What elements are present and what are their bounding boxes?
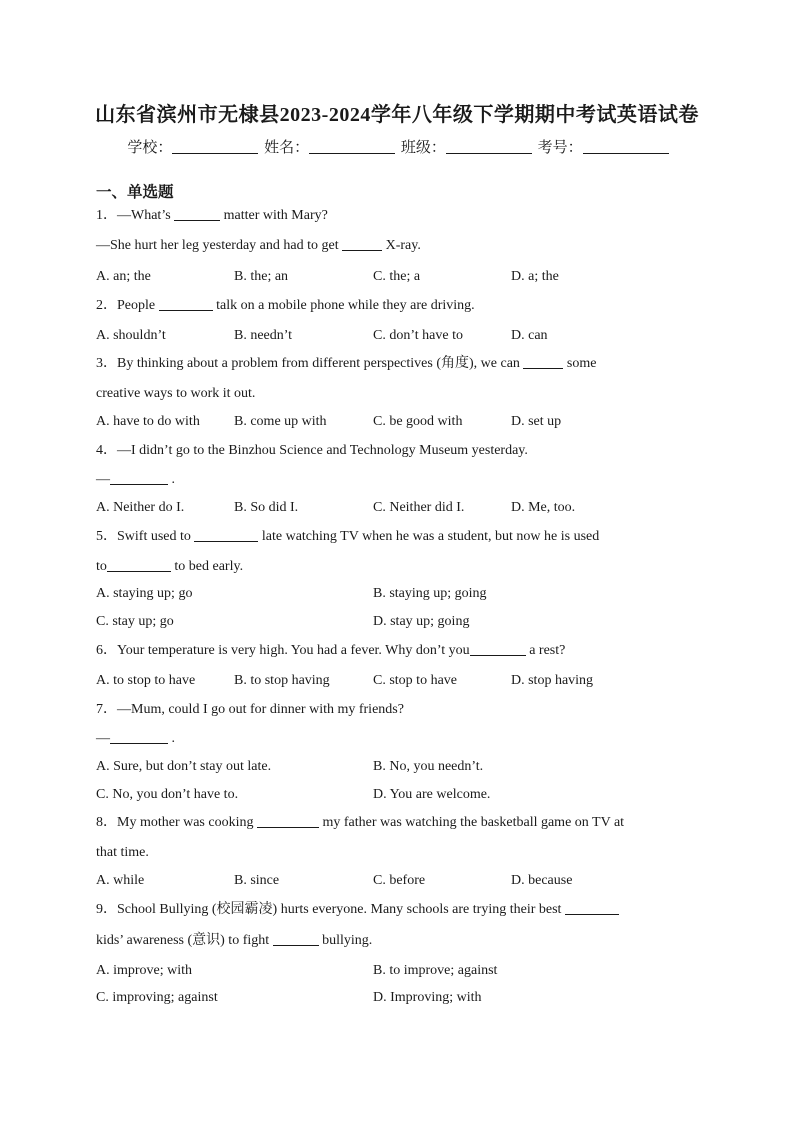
school-blank bbox=[172, 139, 258, 154]
number-blank bbox=[583, 139, 669, 154]
q9-option-c: C. improving; against bbox=[96, 990, 218, 1005]
q7-option-a: A. Sure, but don’t stay out late. bbox=[96, 759, 272, 774]
q8-option-c: C. before bbox=[373, 873, 426, 888]
question-4-stem: 4．—I didn’t go to the Binzhou Science and Technology Museum yesterday. bbox=[96, 443, 528, 458]
question-2-stem: 2．People talk on a mobile phone while they are driving. bbox=[96, 298, 475, 313]
section-heading: 一、单选题 bbox=[96, 184, 174, 201]
question-5-stem-cont: to to bed early. bbox=[96, 559, 244, 574]
name-label: 姓名： bbox=[264, 140, 310, 156]
q6-option-a: A. to stop to have bbox=[96, 673, 196, 688]
q1-option-b: B. the; an bbox=[234, 269, 289, 284]
question-5-stem: 5．Swift used to late watching TV when he was a student, but now he is used bbox=[96, 529, 600, 544]
q9-option-a: A. improve; with bbox=[96, 963, 193, 978]
q8-option-d: D. because bbox=[511, 873, 573, 888]
class-blank bbox=[446, 139, 532, 154]
q1-option-a: A. an; the bbox=[96, 269, 151, 284]
q7-option-c: C. No, you don’t have to. bbox=[96, 787, 239, 802]
question-3-stem: 3．By thinking about a problem from different perspectives (角度), we can some bbox=[96, 356, 597, 371]
q3-option-a: A. have to do with bbox=[96, 414, 200, 429]
q1-option-d: D. a; the bbox=[511, 269, 559, 284]
question-1-stem: 1．—What’s matter with Mary? bbox=[96, 208, 328, 223]
question-8-stem: 8．My mother was cooking my father was watching the basketball game on TV at bbox=[96, 815, 625, 830]
q8-option-a: A. while bbox=[96, 873, 145, 888]
question-9-stem: 9．School Bullying (校园霸凌) hurts everyone. Many schools are trying their best bbox=[96, 901, 696, 919]
q5-option-d: D. stay up; going bbox=[373, 614, 470, 629]
q2-option-a: A. shouldn’t bbox=[96, 328, 166, 343]
name-blank bbox=[309, 139, 395, 154]
q1-option-c: C. the; a bbox=[373, 269, 421, 284]
q2-option-c: C. don’t have to bbox=[373, 328, 463, 343]
q6-option-d: D. stop having bbox=[511, 673, 594, 688]
q4-option-a: A. Neither do I. bbox=[96, 500, 185, 515]
q8-option-b: B. since bbox=[234, 873, 280, 888]
class-label: 班级： bbox=[400, 140, 446, 156]
q5-option-a: A. staying up; go bbox=[96, 586, 193, 601]
q4-option-c: C. Neither did I. bbox=[373, 500, 465, 515]
question-3-stem-cont: creative ways to work it out. bbox=[96, 386, 256, 401]
number-label: 考号： bbox=[537, 140, 583, 156]
question-7-stem: 7．—Mum, could I go out for dinner with my friends? bbox=[96, 702, 404, 717]
question-7-reply: — . bbox=[96, 731, 175, 746]
q4-option-d: D. Me, too. bbox=[511, 500, 576, 515]
q6-option-b: B. to stop having bbox=[234, 673, 330, 688]
question-1-reply: —She hurt her leg yesterday and had to get X-ray. bbox=[96, 238, 421, 253]
q9-option-b: B. to improve; against bbox=[373, 963, 498, 978]
q5-option-b: B. staying up; going bbox=[373, 586, 487, 601]
q3-option-d: D. set up bbox=[511, 414, 562, 429]
question-6-stem: 6．Your temperature is very high. You had a fever. Why don’t you a rest? bbox=[96, 643, 566, 658]
q2-option-b: B. needn’t bbox=[234, 328, 293, 343]
q4-option-b: B. So did I. bbox=[234, 500, 299, 515]
q5-option-c: C. stay up; go bbox=[96, 614, 174, 629]
school-label: 学校： bbox=[127, 140, 173, 156]
q9-option-d: D. Improving; with bbox=[373, 990, 482, 1005]
q3-option-c: C. be good with bbox=[373, 414, 463, 429]
question-8-stem-cont: that time. bbox=[96, 845, 149, 860]
q3-option-b: B. come up with bbox=[234, 414, 327, 429]
question-9-stem-cont: kids’ awareness (意识) to fight bullying. bbox=[96, 933, 373, 948]
question-4-reply: — . bbox=[96, 472, 175, 487]
student-info-line bbox=[0, 136, 794, 157]
q7-option-d: D. You are welcome. bbox=[373, 787, 491, 802]
q6-option-c: C. stop to have bbox=[373, 673, 457, 688]
exam-title: 山东省滨州市无棣县2023-2024学年八年级下学期期中考试英语试卷 bbox=[95, 104, 699, 126]
q2-option-d: D. can bbox=[511, 328, 548, 343]
q7-option-b: B. No, you needn’t. bbox=[373, 759, 484, 774]
